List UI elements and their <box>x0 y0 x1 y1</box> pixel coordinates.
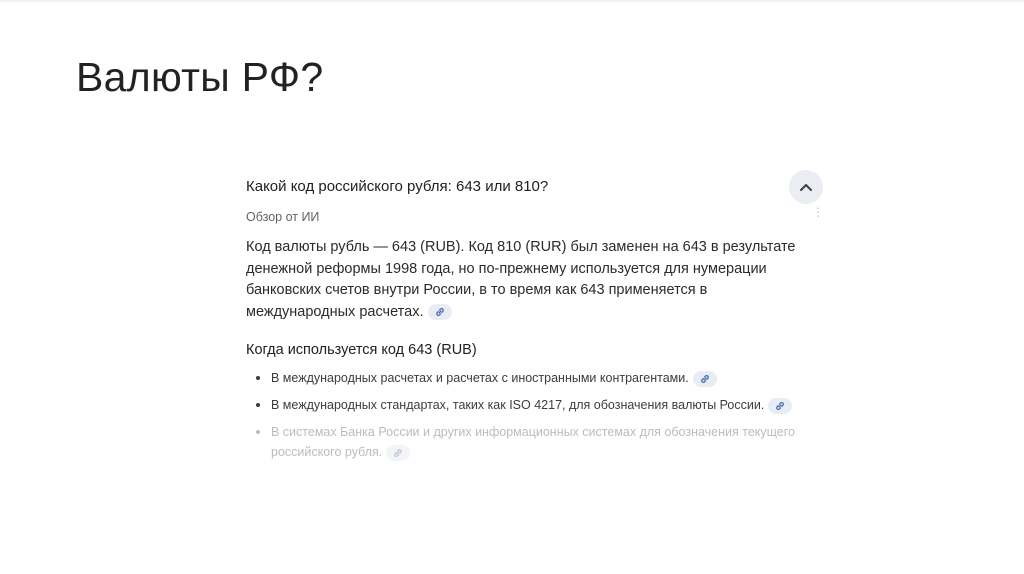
bullet-dot <box>256 376 260 380</box>
source-link-chip[interactable] <box>428 304 452 320</box>
ai-overview-screenshot <box>236 160 824 466</box>
answer-text: Код валюты рубль — 643 (RUB). Код 810 (RUR) был заменен на 643 в результате денежной реформы 1998 года, но по-прежнему используется для нумерации банковских счетов внутри России, в то время как 643 применяется в международных расчетах. <box>246 239 796 321</box>
bullet-dot <box>256 403 260 407</box>
slide-title: Валюты РФ? <box>76 54 324 100</box>
list-item <box>246 368 816 388</box>
chevron-up-icon <box>799 182 813 192</box>
link-icon <box>434 306 446 318</box>
link-icon <box>774 400 786 412</box>
bullet-text: В международных стандартах, таких как ISO 4217, для обозначения валюты России. <box>271 398 765 412</box>
source-link-chip[interactable] <box>693 371 717 387</box>
list-item <box>246 395 816 415</box>
bullet-text: В международных расчетах и расчетах с иностранными контрагентами. <box>271 371 689 385</box>
bullet-text: В системах Банка России и других информационных системах для обозначения текущего российского рубля. <box>271 425 795 459</box>
kebab-menu-icon[interactable]: ⋮ <box>812 205 824 219</box>
bullet-dot <box>256 430 260 434</box>
list-item <box>246 422 816 462</box>
overview-label: Обзор от ИИ <box>246 210 320 224</box>
section-subheading: Когда используется код 643 (RUB) <box>246 342 477 358</box>
link-icon <box>699 373 711 385</box>
answer-paragraph <box>246 237 816 324</box>
slide-top-border <box>0 0 1024 2</box>
source-link-chip[interactable] <box>768 398 792 414</box>
collapse-button[interactable] <box>789 170 823 204</box>
source-link-chip[interactable] <box>386 445 410 461</box>
link-icon <box>392 447 404 459</box>
question-text: Какой код российского рубля: 643 или 810? <box>246 178 549 195</box>
usage-bullet-list <box>246 368 816 469</box>
